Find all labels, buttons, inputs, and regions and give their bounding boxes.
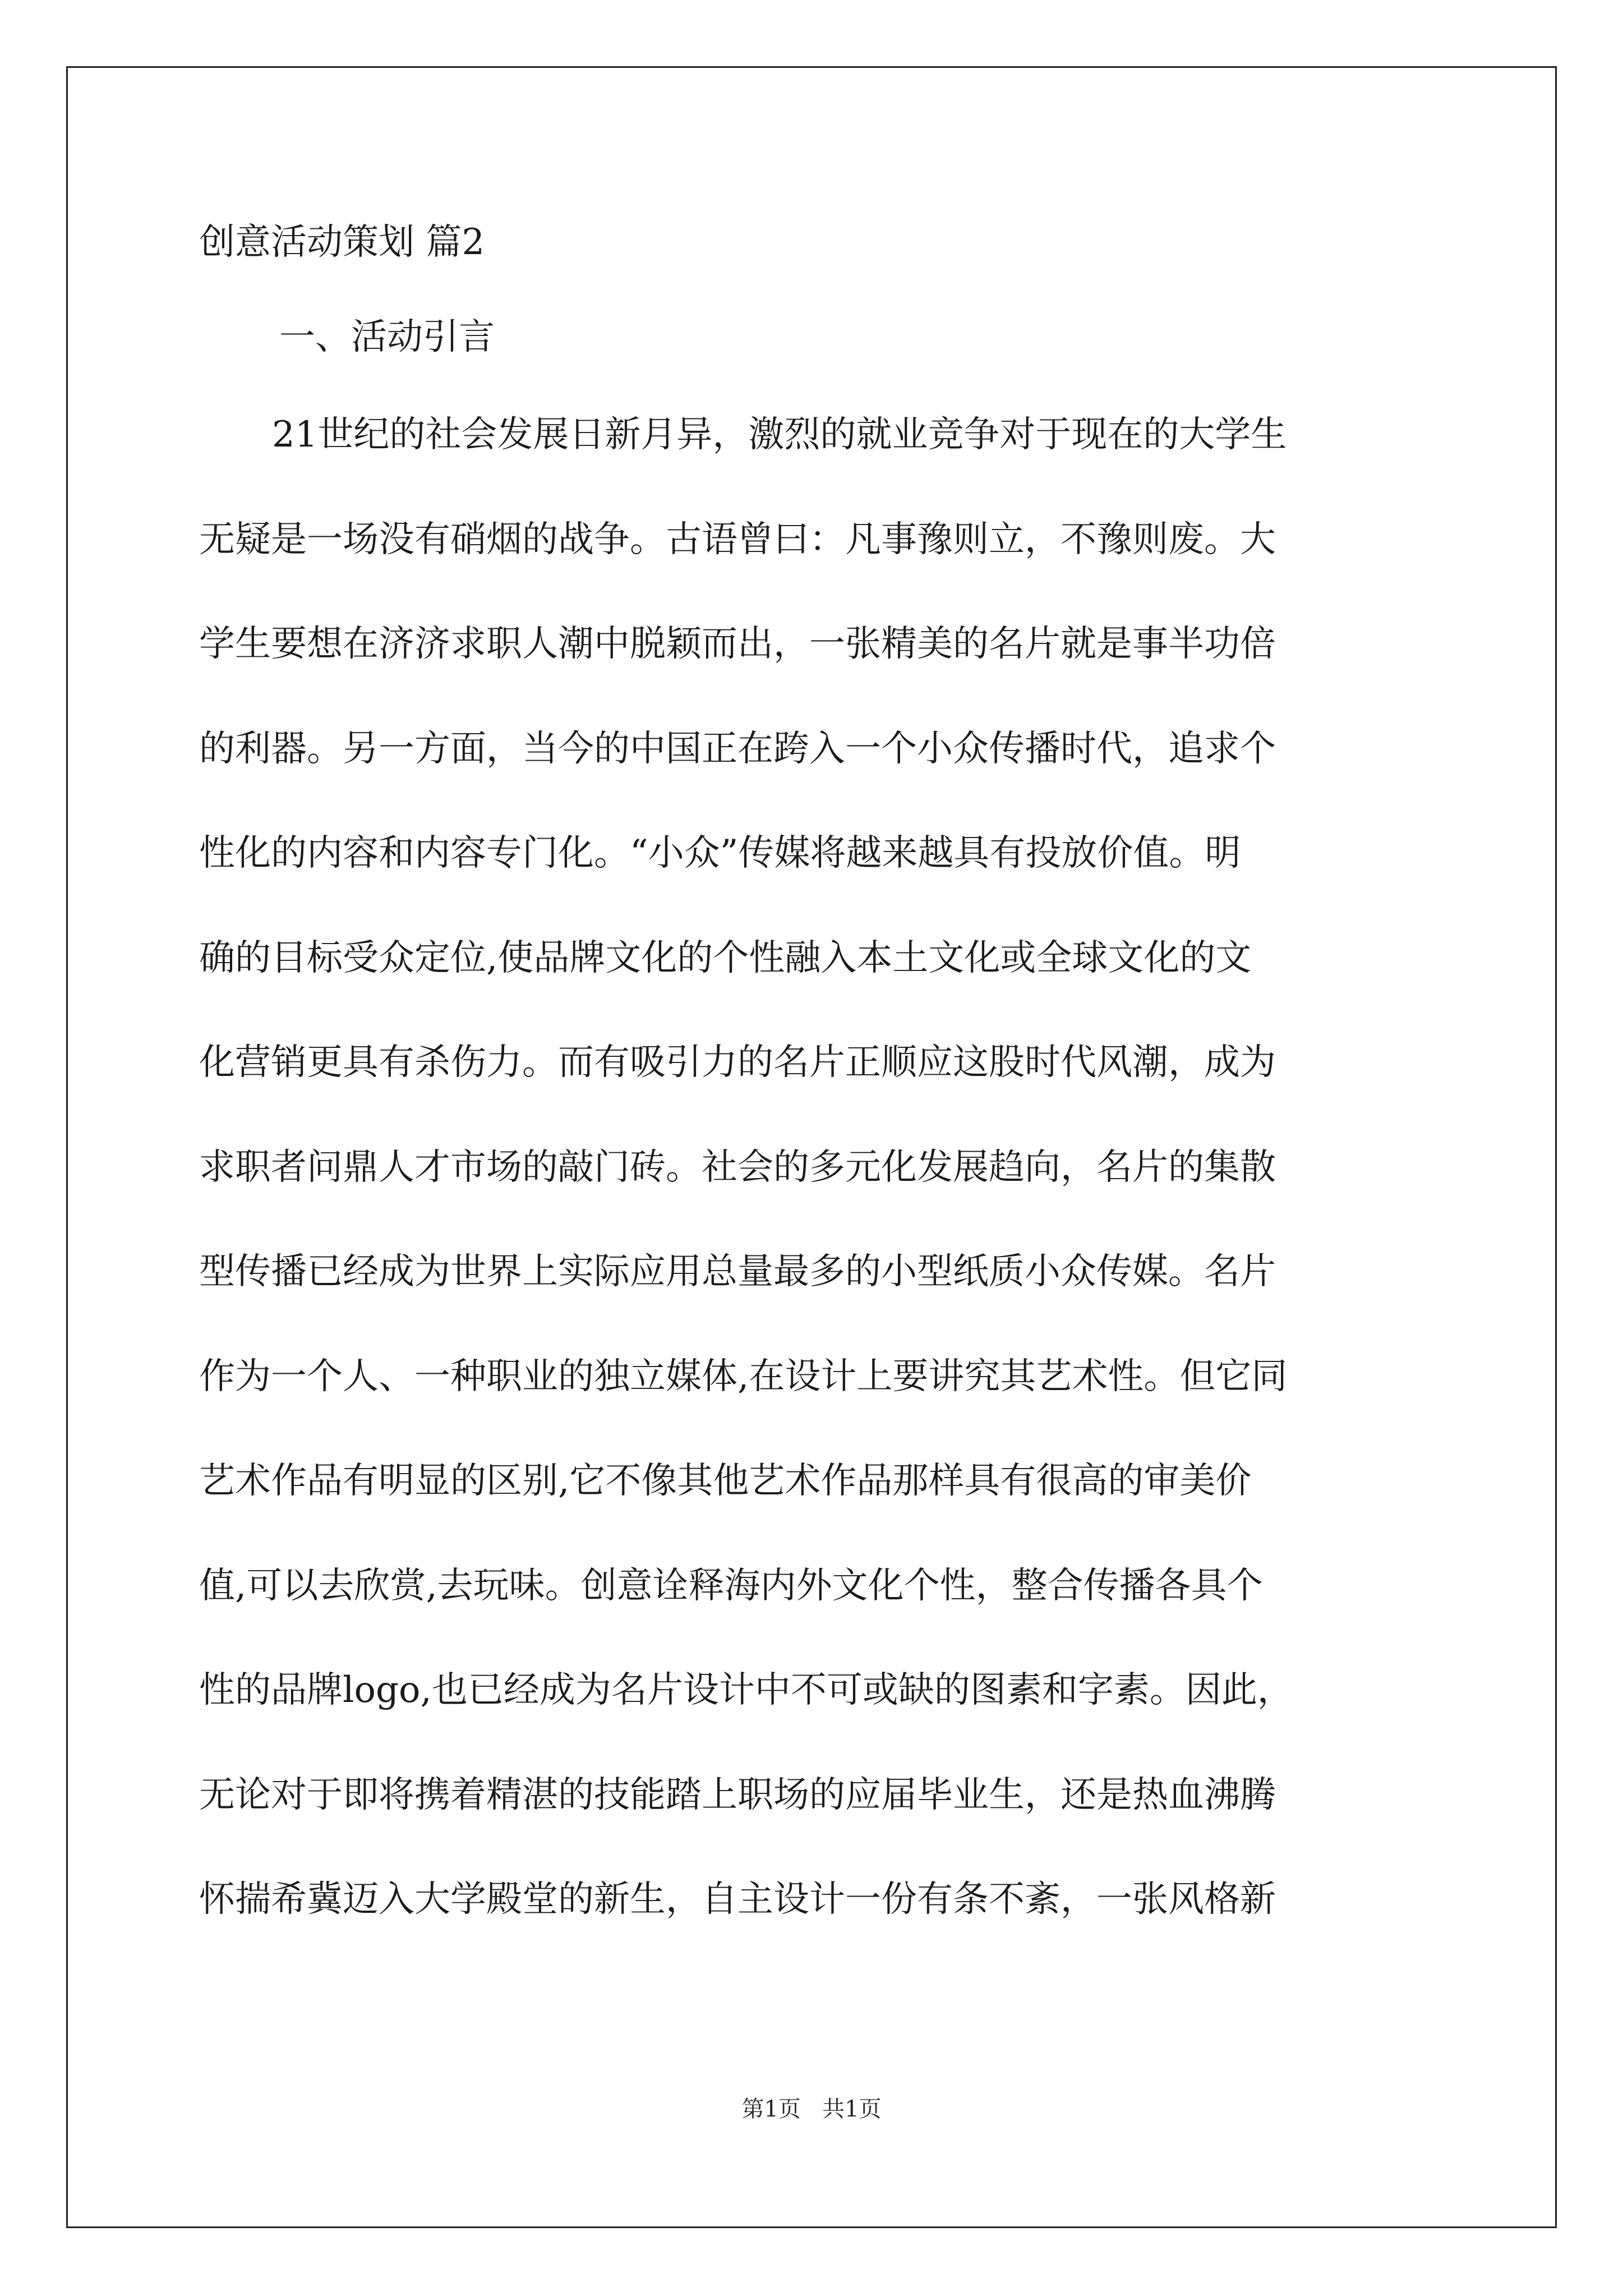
paragraph-line: 确的目标受众定位,使品牌文化的个性融入本土文化或全球文化的文 (199, 937, 1252, 979)
page-footer: 第1页 共1页 (741, 2096, 882, 2122)
paragraph-line: 学生要想在济济求职人潮中脱颖而出，一张精美的名片就是事半功倍 (199, 623, 1276, 665)
section-heading: 一、活动引言 (279, 316, 495, 358)
paragraph-line: 怀揣希冀迈入大学殿堂的新生，自主设计一份有条不紊，一张风格新 (199, 1879, 1276, 1920)
paragraph-line: 求职者问鼎人才市场的敲门砖。社会的多元化发展趋向，名片的集散 (199, 1146, 1276, 1188)
paragraph-line: 型传播已经成为世界上实际应用总量最多的小型纸质小众传媒。名片 (199, 1251, 1276, 1292)
paragraph-line: 21世纪的社会发展日新月异，激烈的就业竞争对于现在的大学生 (272, 414, 1287, 455)
paragraph-line: 作为一个人、一种职业的独立媒体,在设计上要讲究其艺术性。但它同 (199, 1355, 1288, 1397)
document-body (199, 224, 1424, 1986)
paragraph-line: 化营销更具有杀伤力。而有吸引力的名片正顺应这股时代风潮，成为 (199, 1042, 1276, 1083)
paragraph-line: 值,可以去欣赏,去玩味。创意诠释海内外文化个性，整合传播各具个 (199, 1565, 1263, 1607)
document-title: 创意活动策划 篇2 (199, 222, 485, 263)
paragraph-line: 的利器。另一方面，当今的中国正在跨入一个小众传播时代，追求个 (199, 728, 1276, 770)
paragraph-line: 无论对于即将携着精湛的技能踏上职场的应届毕业生，还是热血沸腾 (199, 1774, 1276, 1816)
paragraph-line: 性的品牌logo,也已经成为名片设计中不可或缺的图素和字素。因此， (199, 1669, 1293, 1711)
paragraph-line: 无疑是一场没有硝烟的战争。古语曾曰：凡事豫则立，不豫则废。大 (199, 518, 1276, 560)
paragraph-line: 艺术作品有明显的区别,它不像其他艺术作品那样具有很高的审美价 (199, 1460, 1252, 1502)
paragraph-line: 性化的内容和内容专门化。“小众”传媒将越来越具有投放价值。明 (199, 832, 1241, 874)
